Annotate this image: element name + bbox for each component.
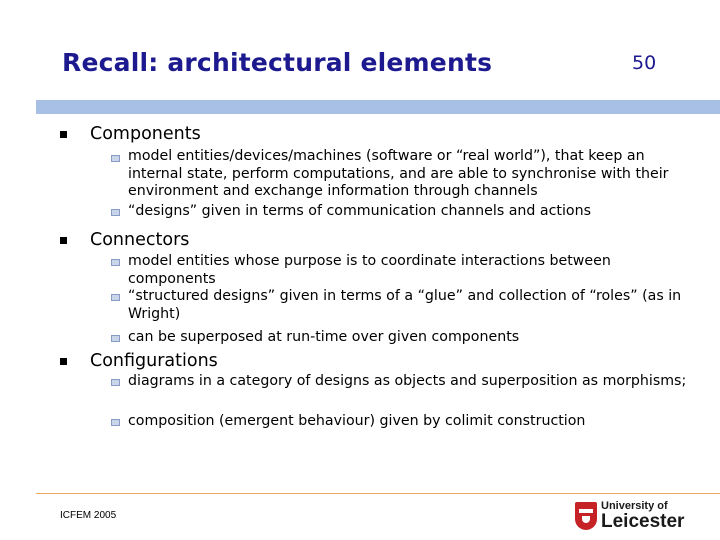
bullet-marker (60, 131, 67, 138)
slide-number: 50 (632, 52, 657, 74)
sub-bullet-item: model entities whose purpose is to coordinate interactions between components (128, 253, 611, 287)
bullet-components: Components (90, 124, 201, 144)
sub-bullet-marker (111, 155, 120, 162)
footer-divider (36, 493, 720, 494)
sub-bullet-item: model entities/devices/machines (software or “real world”), that keep an internal state, perform computations, and are able to synchronise with their environment and exchange information through channels (128, 148, 669, 199)
sub-bullet-marker (111, 419, 120, 426)
slide-title: Recall: architectural elements (62, 48, 493, 77)
sub-bullet-item: diagrams in a category of designs as objects and superposition as morphisms; (128, 373, 687, 389)
sub-bullet-marker (111, 209, 120, 216)
sub-bullet-item: can be superposed at run-time over given components (128, 329, 520, 345)
shield-icon (575, 502, 597, 530)
logo-line-2: Leicester (601, 511, 685, 532)
sub-bullet-marker (111, 379, 120, 386)
sub-bullet-item: “structured designs” given in terms of a “glue” and collection of “roles” (as in Wright) (128, 288, 682, 322)
sub-bullet-item: composition (emergent behaviour) given by colimit construction (128, 413, 586, 429)
sub-bullet-marker (111, 259, 120, 266)
footer-text: ICFEM 2005 (60, 510, 117, 521)
bullet-marker (60, 237, 67, 244)
bullet-configurations: Configurations (90, 351, 218, 371)
sub-bullet-marker (111, 335, 120, 342)
bullet-marker (60, 358, 67, 365)
logo-line-1: University of (601, 500, 668, 512)
sub-bullet-item: “designs” given in terms of communication channels and actions (128, 203, 591, 219)
sub-bullet-marker (111, 294, 120, 301)
bullet-connectors: Connectors (90, 230, 190, 250)
university-logo (575, 500, 690, 534)
